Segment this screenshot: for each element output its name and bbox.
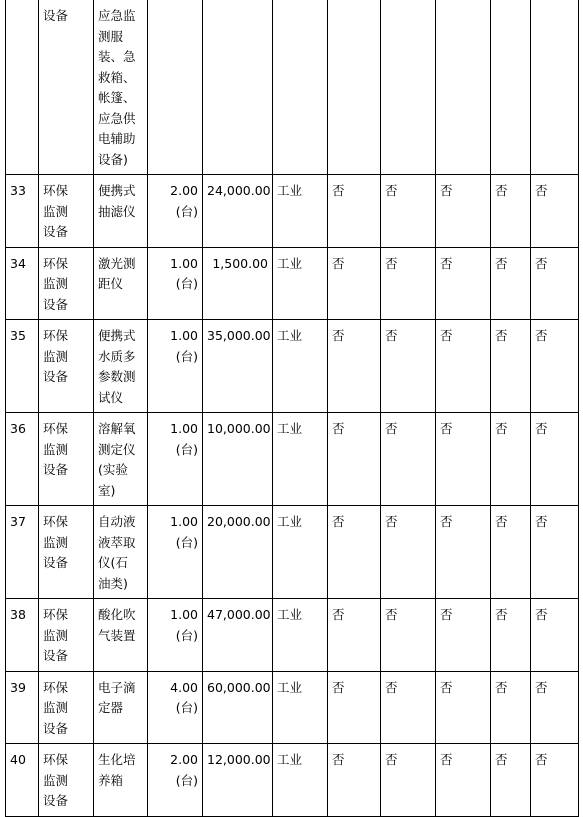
table-row	[6, 247, 579, 320]
flag-cell	[436, 0, 491, 175]
industry-cell: 工业	[273, 506, 328, 599]
price-cell: 24,000.00	[203, 175, 273, 248]
flag-cell: 否	[328, 744, 381, 817]
category-cell: 环保 监测 设备	[39, 413, 94, 506]
flag-cell: 否	[531, 599, 579, 672]
industry-cell: 工业	[273, 599, 328, 672]
flag-cell: 否	[328, 671, 381, 744]
flag-cell: 否	[491, 506, 531, 599]
flag-cell: 否	[328, 599, 381, 672]
table-row	[6, 320, 579, 413]
equipment-name-cell: 溶解氧 测定仪 (实验 室)	[94, 413, 148, 506]
category-cell: 环保 监测 设备	[39, 599, 94, 672]
flag-cell: 否	[491, 744, 531, 817]
table-row	[6, 0, 579, 175]
category-cell: 环保 监测 设备	[39, 744, 94, 817]
equipment-name-cell: 酸化吹 气装置	[94, 599, 148, 672]
quantity-cell: 2.00 (台)	[148, 744, 203, 817]
flag-cell: 否	[381, 175, 436, 248]
row-number: 36	[6, 413, 39, 506]
price-cell: 60,000.00	[203, 671, 273, 744]
quantity-cell: 1.00 (台)	[148, 599, 203, 672]
quantity-cell	[148, 0, 203, 175]
flag-cell: 否	[491, 175, 531, 248]
quantity-cell: 4.00 (台)	[148, 671, 203, 744]
equipment-table	[5, 0, 579, 817]
row-number: 39	[6, 671, 39, 744]
industry-cell: 工业	[273, 247, 328, 320]
flag-cell: 否	[531, 320, 579, 413]
flag-cell	[381, 0, 436, 175]
flag-cell: 否	[328, 247, 381, 320]
flag-cell: 否	[531, 671, 579, 744]
table-row	[6, 413, 579, 506]
flag-cell: 否	[436, 744, 491, 817]
flag-cell	[531, 0, 579, 175]
flag-cell: 否	[381, 671, 436, 744]
flag-cell: 否	[531, 506, 579, 599]
flag-cell: 否	[381, 413, 436, 506]
flag-cell: 否	[328, 175, 381, 248]
flag-cell: 否	[436, 175, 491, 248]
quantity-cell: 1.00 (台)	[148, 247, 203, 320]
industry-cell: 工业	[273, 320, 328, 413]
table-row	[6, 175, 579, 248]
equipment-name-cell: 应急监 测服 装、急 救箱、 帐篷、 应急供 电辅助 设备)	[94, 0, 148, 175]
price-cell: 20,000.00	[203, 506, 273, 599]
quantity-cell: 1.00 (台)	[148, 320, 203, 413]
equipment-name-cell: 便携式 抽滤仪	[94, 175, 148, 248]
row-number: 35	[6, 320, 39, 413]
price-cell: 47,000.00	[203, 599, 273, 672]
industry-cell: 工业	[273, 175, 328, 248]
flag-cell: 否	[436, 599, 491, 672]
flag-cell: 否	[531, 744, 579, 817]
category-cell: 环保 监测 设备	[39, 175, 94, 248]
table-body	[6, 0, 579, 816]
price-cell: 35,000.00	[203, 320, 273, 413]
industry-cell: 工业	[273, 671, 328, 744]
category-cell: 环保 监测 设备	[39, 671, 94, 744]
price-cell: 12,000.00	[203, 744, 273, 817]
quantity-cell: 1.00 (台)	[148, 506, 203, 599]
flag-cell: 否	[381, 506, 436, 599]
flag-cell: 否	[381, 744, 436, 817]
table-row	[6, 671, 579, 744]
row-number: 37	[6, 506, 39, 599]
row-number	[6, 0, 39, 175]
industry-cell: 工业	[273, 413, 328, 506]
category-cell: 设备	[39, 0, 94, 175]
table-row	[6, 599, 579, 672]
quantity-cell: 1.00 (台)	[148, 413, 203, 506]
flag-cell: 否	[531, 175, 579, 248]
price-cell	[203, 0, 273, 175]
equipment-name-cell: 激光测 距仪	[94, 247, 148, 320]
flag-cell: 否	[436, 247, 491, 320]
equipment-name-cell: 自动液 液萃取 仪(石 油类)	[94, 506, 148, 599]
price-cell: 10,000.00	[203, 413, 273, 506]
flag-cell: 否	[328, 320, 381, 413]
category-cell: 环保 监测 设备	[39, 506, 94, 599]
flag-cell: 否	[381, 599, 436, 672]
flag-cell: 否	[491, 320, 531, 413]
flag-cell: 否	[491, 247, 531, 320]
table-row	[6, 744, 579, 817]
row-number: 38	[6, 599, 39, 672]
table-row	[6, 506, 579, 599]
category-cell: 环保 监测 设备	[39, 320, 94, 413]
flag-cell: 否	[436, 320, 491, 413]
flag-cell: 否	[328, 506, 381, 599]
row-number: 34	[6, 247, 39, 320]
category-cell: 环保 监测 设备	[39, 247, 94, 320]
flag-cell: 否	[381, 320, 436, 413]
flag-cell	[491, 0, 531, 175]
row-number: 33	[6, 175, 39, 248]
equipment-name-cell: 电子滴 定器	[94, 671, 148, 744]
flag-cell: 否	[531, 247, 579, 320]
price-cell: 1,500.00	[203, 247, 273, 320]
flag-cell: 否	[436, 506, 491, 599]
flag-cell: 否	[531, 413, 579, 506]
flag-cell: 否	[381, 247, 436, 320]
row-number: 40	[6, 744, 39, 817]
industry-cell: 工业	[273, 744, 328, 817]
flag-cell	[328, 0, 381, 175]
equipment-name-cell: 生化培 养箱	[94, 744, 148, 817]
quantity-cell: 2.00 (台)	[148, 175, 203, 248]
flag-cell: 否	[491, 599, 531, 672]
industry-cell	[273, 0, 328, 175]
flag-cell: 否	[328, 413, 381, 506]
equipment-name-cell: 便携式 水质多 参数测 试仪	[94, 320, 148, 413]
flag-cell: 否	[436, 413, 491, 506]
flag-cell: 否	[436, 671, 491, 744]
flag-cell: 否	[491, 671, 531, 744]
flag-cell: 否	[491, 413, 531, 506]
